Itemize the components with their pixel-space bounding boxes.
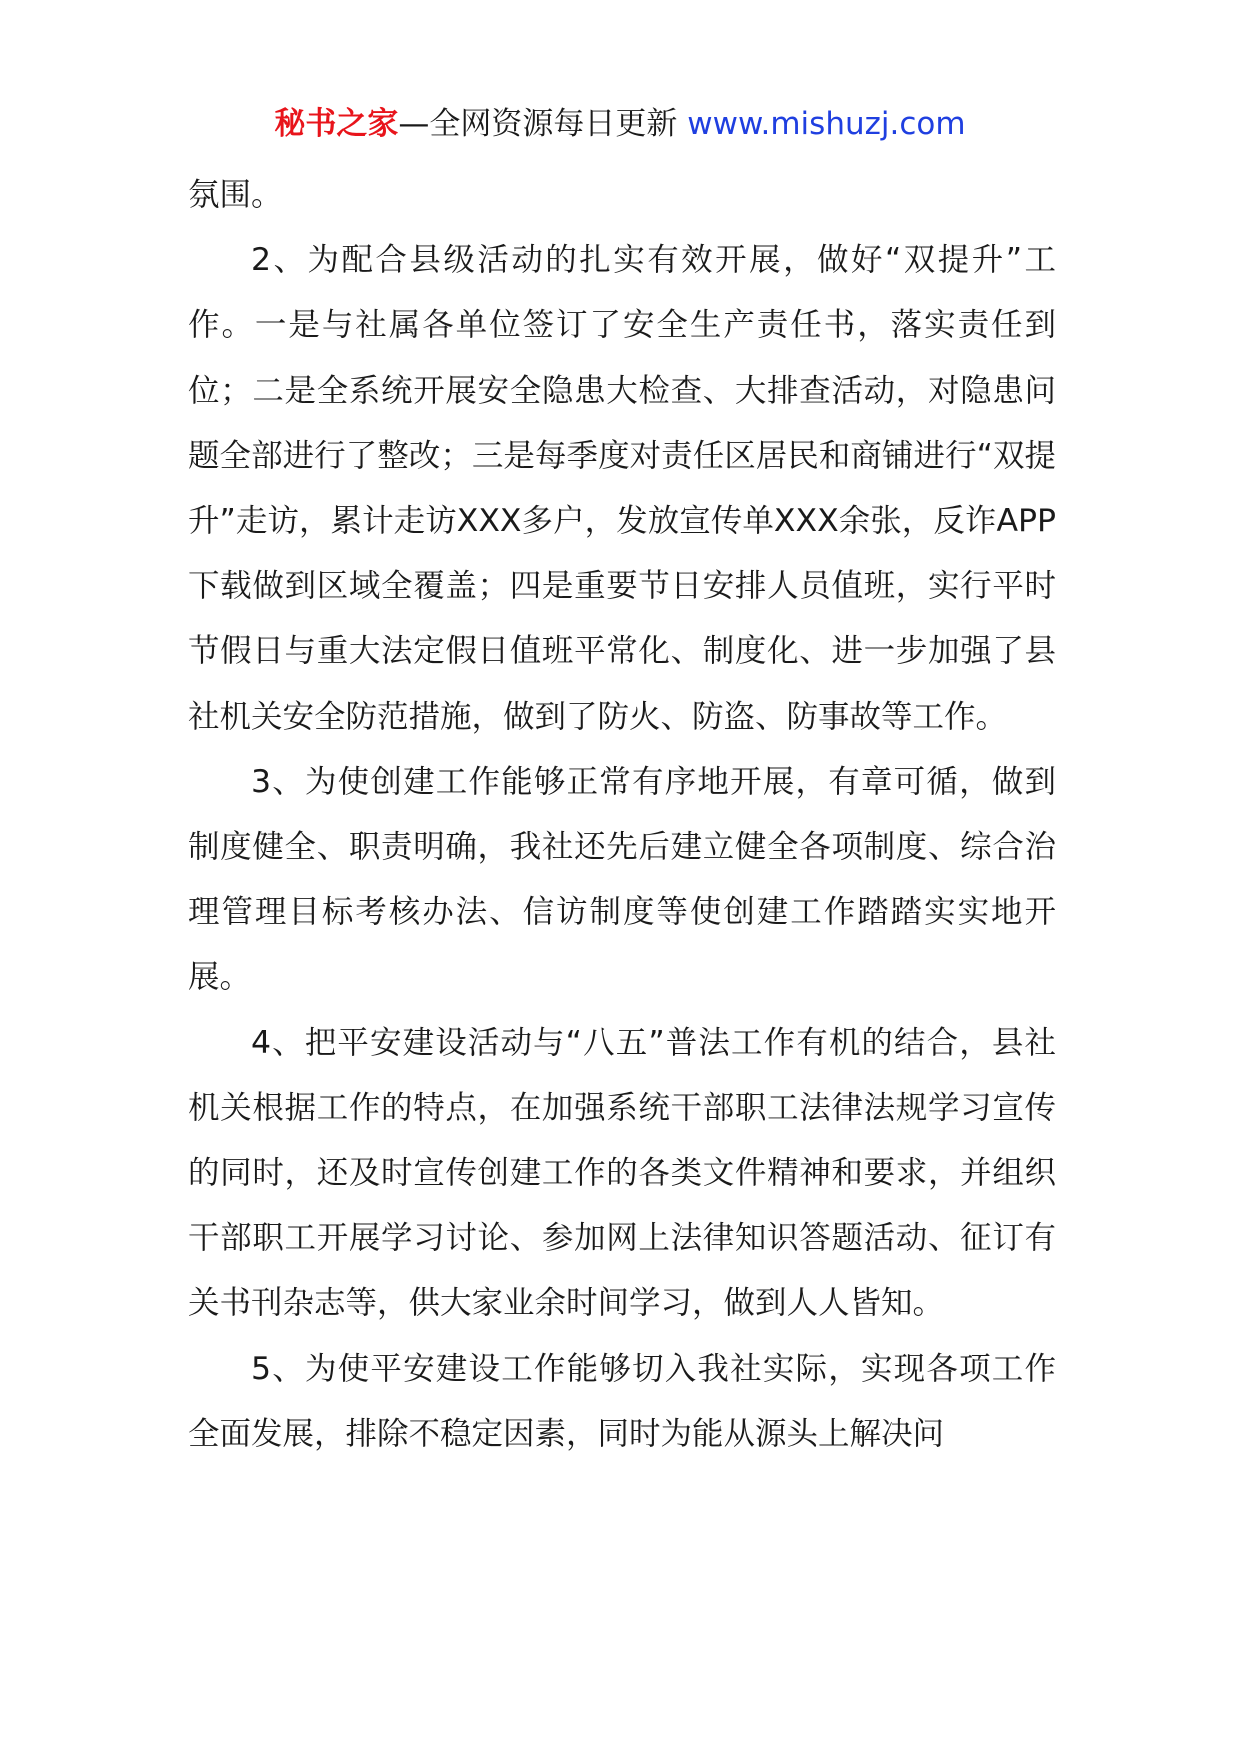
website-link[interactable]: www.mishuzj.com: [687, 106, 966, 142]
paragraph-continuation: 氛围。: [188, 177, 283, 213]
header-tagline: —全网资源每日更新: [398, 106, 678, 142]
paragraph-item-3: 3、为使创建工作能够正常有序地开展，有章可循，做到制度健全、职责明确，我社还先后建立健全各项制度、综合治理管理目标考核办法、信访制度等使创建工作踏踏实实地开展。: [188, 763, 1056, 996]
page-header: [0, 100, 1240, 148]
paragraph-item-2: 2、为配合县级活动的扎实有效开展，做好“双提升”工作。一是与社属各单位签订了安全生产责任书，落实责任到位；二是全系统开展安全隐患大检查、大排查活动，对隐患问题全部进行了整改；三是每季度对责任区居民和商铺进行“双提升”走访，累计走访XXX多户，发放宣传单XXX余张，反诈APP下载做到区域全覆盖；四是重要节日安排人员值班，实行平时节假日与重大法定假日值班平常化、制度化、进一步加强了县社机关安全防范措施，做到了防火、防盗、防事故等工作。: [188, 242, 1056, 735]
paragraph-item-4: 4、把平安建设活动与“八五”普法工作有机的结合，县社机关根据工作的特点，在加强系统干部职工法律法规学习宣传的同时，还及时宣传创建工作的各类文件精神和要求，并组织干部职工开展学习讨论、参加网上法律知识答题活动、征订有关书刊杂志等，供大家业余时间学习，做到人人皆知。: [188, 1024, 1056, 1322]
brand-name: 秘书之家: [274, 106, 399, 142]
document-body: [188, 163, 1056, 1467]
paragraph-item-5: 5、为使平安建设工作能够切入我社实际，实现各项工作全面发展，排除不稳定因素，同时为能从源头上解决问: [188, 1350, 1056, 1452]
